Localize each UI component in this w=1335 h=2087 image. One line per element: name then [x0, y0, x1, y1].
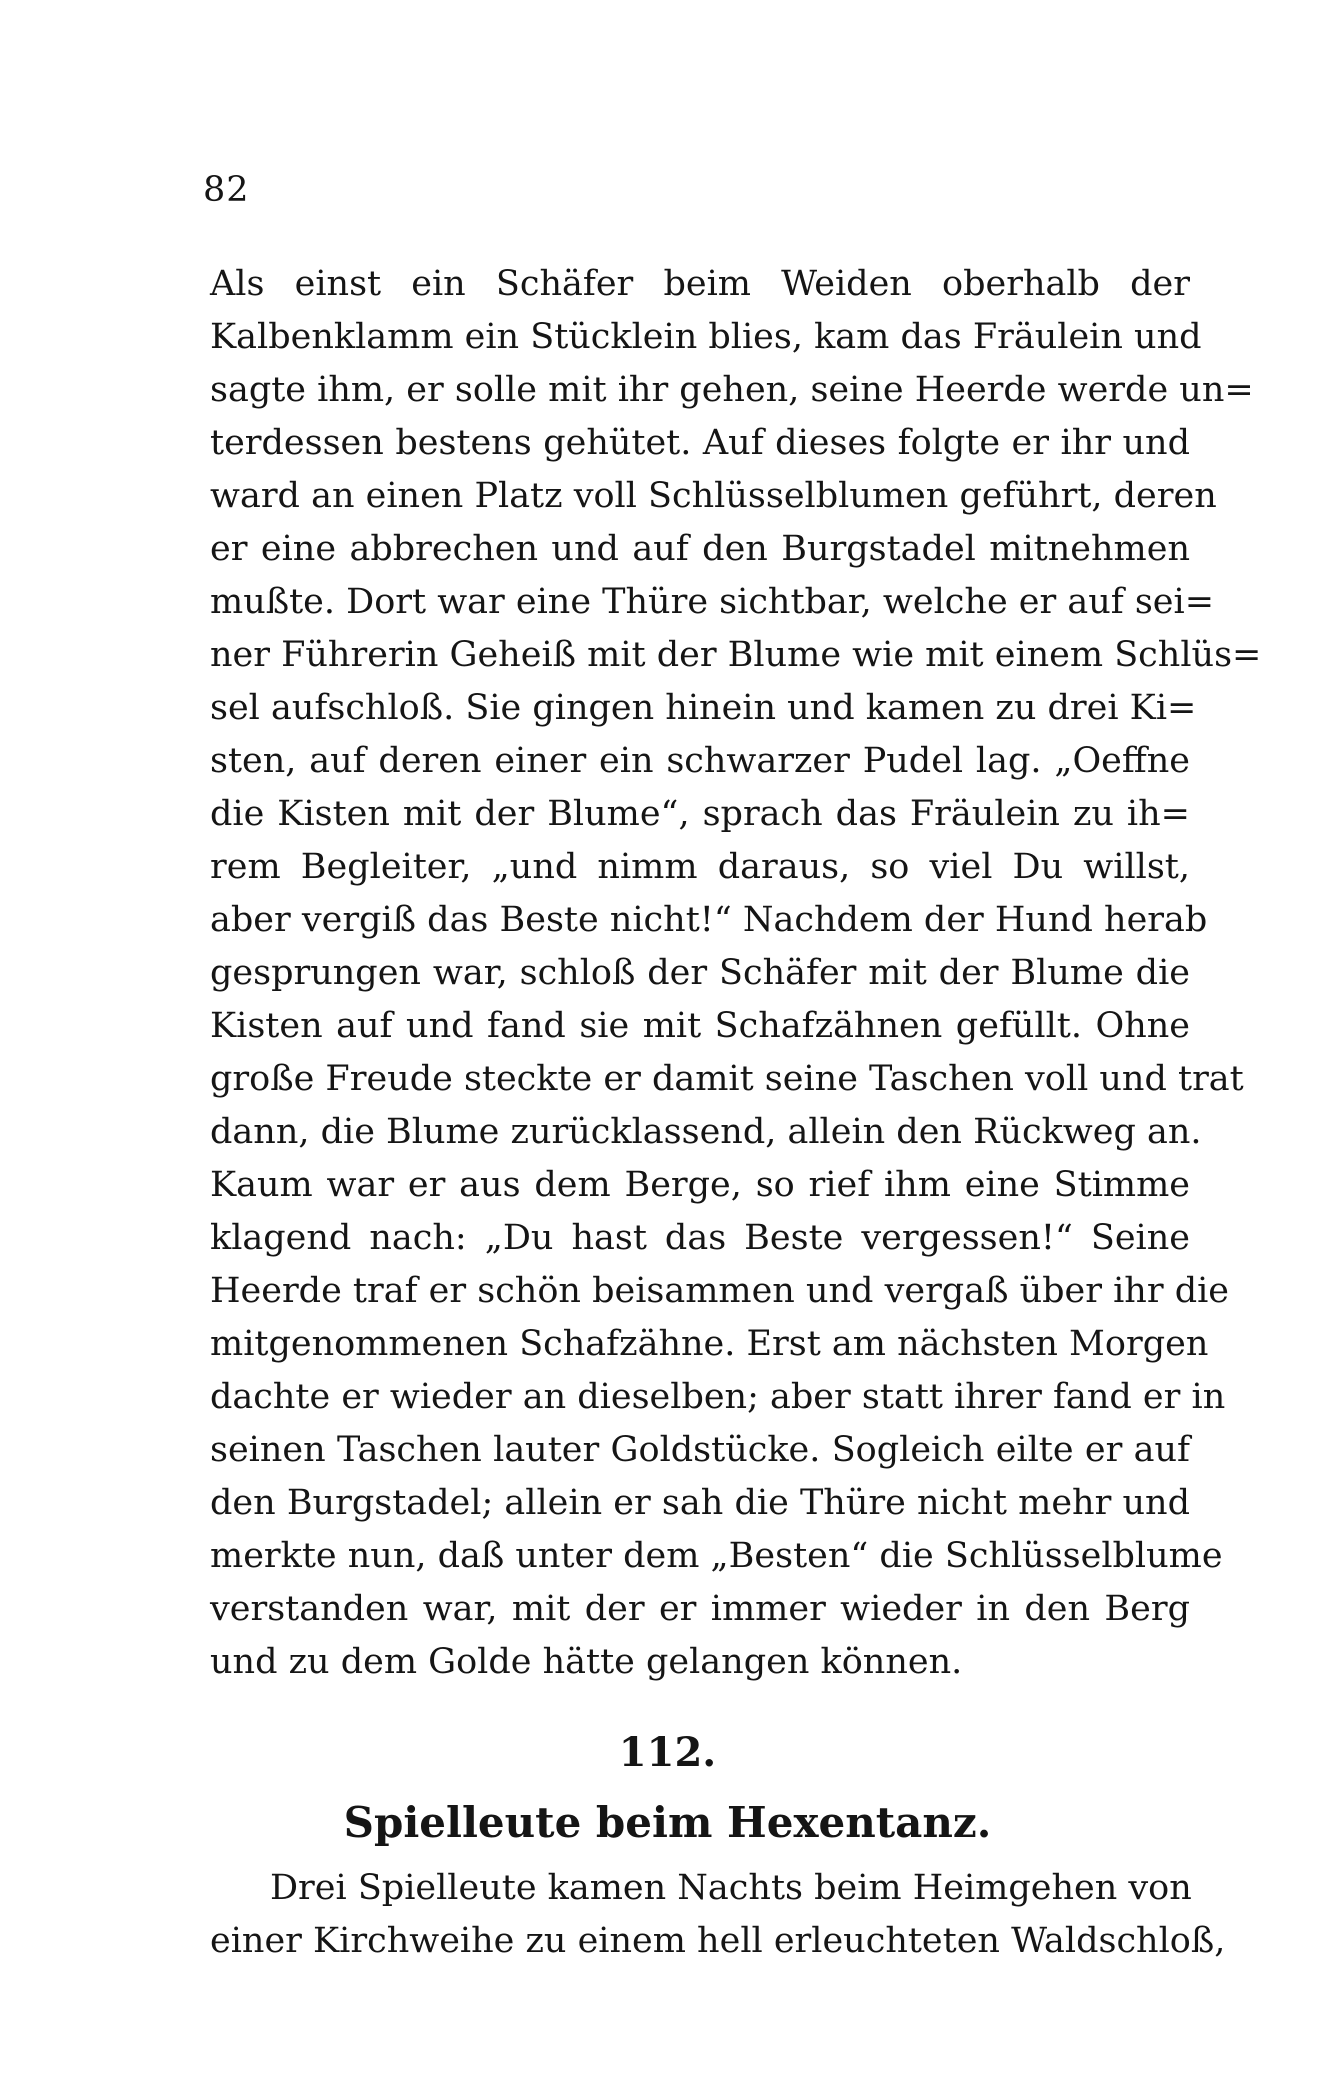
text-line: Kalbenklamm ein Stücklein blies, kam das Fräulein und — [210, 317, 1202, 357]
text-line: aber vergiß das Beste nicht!“ Nachdem der Hund herab — [210, 900, 1208, 940]
text-line: Heerde traf er schön beisammen und vergaß über ihr die — [210, 1271, 1229, 1311]
text-line: Drei Spielleute kamen Nachts beim Heimgehen von — [270, 1868, 1192, 1908]
text-line: sten, auf deren einer ein schwarzer Pudel lag. „Oeffne — [210, 741, 1190, 781]
text-line: große Freude steckte er damit seine Taschen voll und trat — [210, 1059, 1244, 1099]
text-line: mitgenommenen Schafzähne. Erst am nächsten Morgen — [210, 1324, 1209, 1364]
text-line: er eine abbrechen und auf den Burgstadel mitnehmen — [210, 529, 1190, 569]
text-line: den Burgstadel; allein er sah die Thüre nicht mehr und — [210, 1483, 1190, 1523]
text-line: und zu dem Golde hätte gelangen können. — [210, 1642, 963, 1682]
text-line: mußte. Dort war eine Thüre sichtbar, welche er auf sei= — [210, 582, 1215, 622]
story-paragraph — [210, 258, 1262, 1689]
text-line: sel aufschloß. Sie gingen hinein und kamen zu drei Ki= — [210, 688, 1197, 728]
text-line: sagte ihm, er solle mit ihr gehen, seine Heerde werde un= — [210, 370, 1254, 410]
text-line: rem Begleiter, „und nimm daraus, so viel Du willst, — [210, 847, 1190, 887]
text-line: Kaum war er aus dem Berge, so rief ihm eine Stimme — [210, 1165, 1190, 1205]
text-line: dachte er wieder an dieselben; aber statt ihrer fand er in — [210, 1377, 1226, 1417]
text-line: ner Führerin Geheiß mit der Blume wie mit einem Schlüs= — [210, 635, 1262, 675]
text-line: terdessen bestens gehütet. Auf dieses folgte er ihr und — [210, 423, 1190, 463]
text-line: seinen Taschen lauter Goldstücke. Sogleich eilte er auf — [210, 1430, 1190, 1470]
text-line: dann, die Blume zurücklassend, allein den Rückweg an. — [210, 1112, 1202, 1152]
text-line: merkte nun, daß unter dem „Besten“ die Schlüsselblume — [210, 1536, 1223, 1576]
text-line: gesprungen war, schloß der Schäfer mit der Blume die — [210, 953, 1190, 993]
text-line: Als einst ein Schäfer beim Weiden oberhalb der — [210, 264, 1190, 304]
next-story-paragraph — [210, 1862, 1226, 1968]
text-line: einer Kirchweihe zu einem hell erleuchteten Waldschloß, — [210, 1921, 1226, 1961]
text-line: die Kisten mit der Blume“, sprach das Fräulein zu ih= — [210, 794, 1190, 834]
text-line: klagend nach: „Du hast das Beste vergessen!“ Seine — [210, 1218, 1190, 1258]
section-title: Spielleute beim Hexentanz. — [343, 1798, 992, 1847]
text-line: ward an einen Platz voll Schlüsselblumen geführt, deren — [210, 476, 1217, 516]
page-number: 82 — [203, 170, 250, 210]
text-line: Kisten auf und fand sie mit Schafzähnen gefüllt. Ohne — [210, 1006, 1190, 1046]
text-line: verstanden war, mit der er immer wieder in den Berg — [210, 1589, 1190, 1629]
section-number: 112. — [618, 1729, 717, 1776]
